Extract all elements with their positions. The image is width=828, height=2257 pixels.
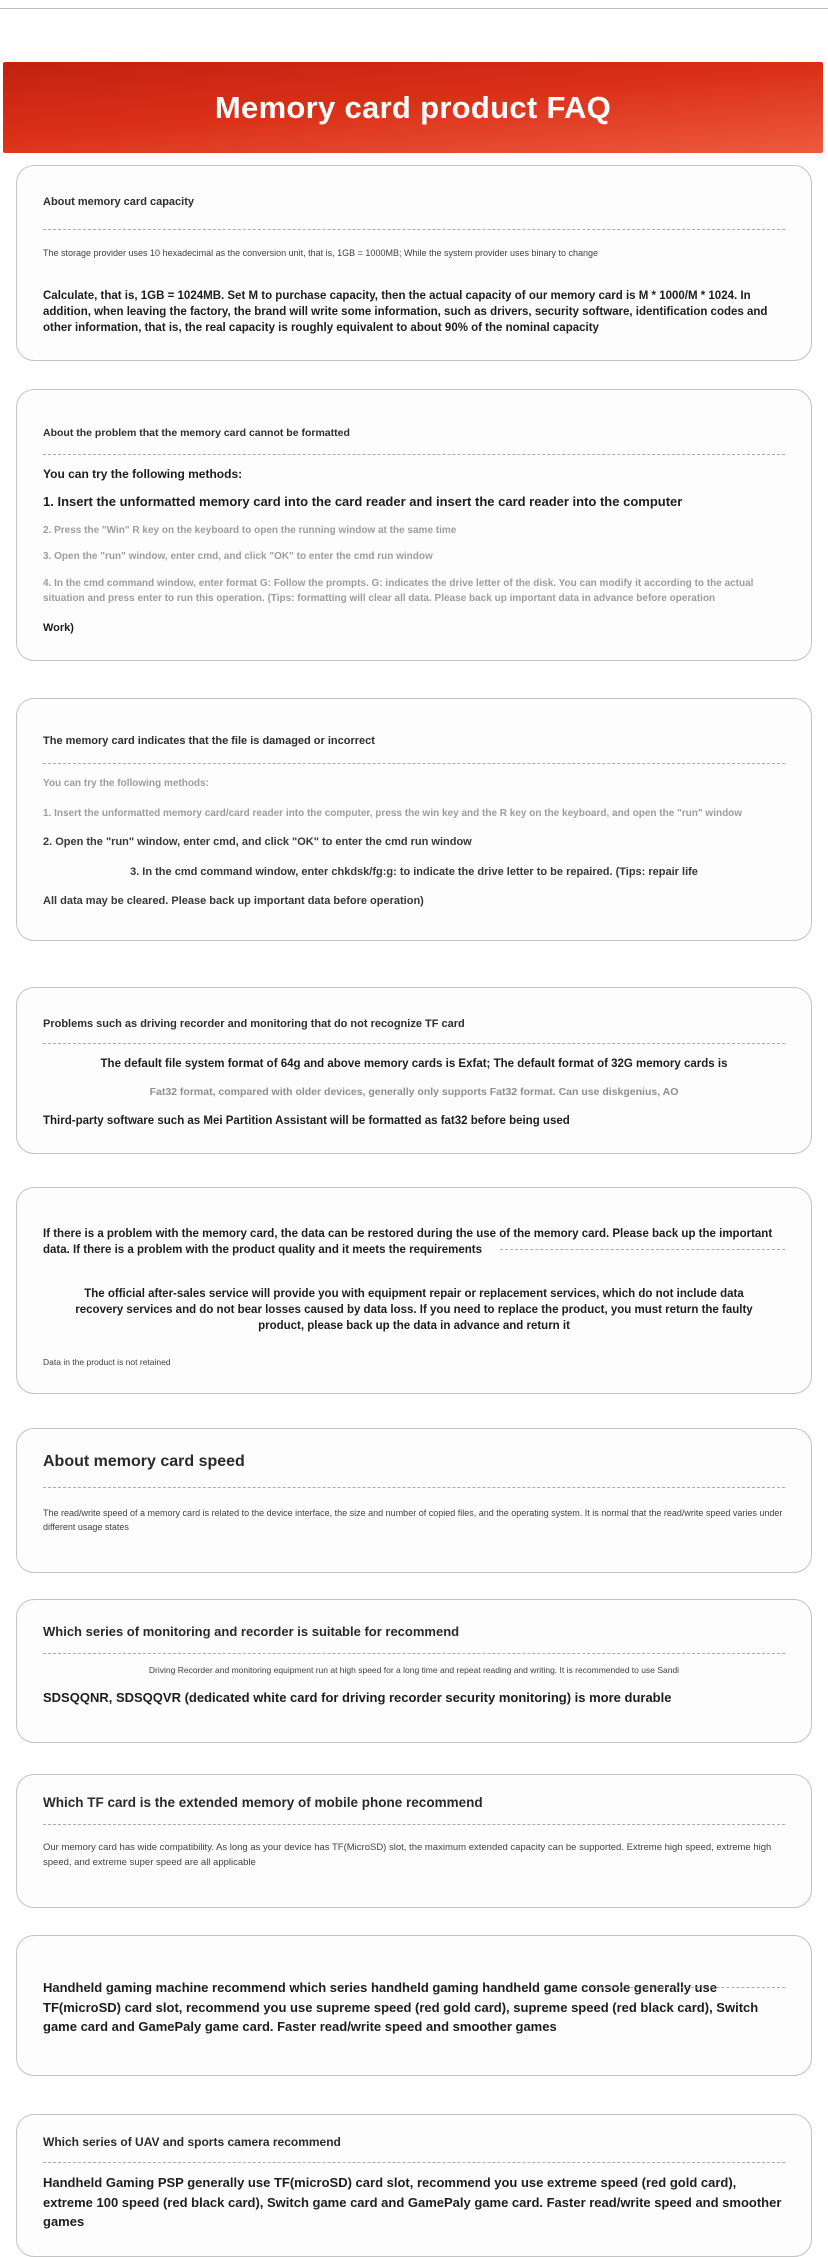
section-title: Handheld gaming machine recommend which series handheld gaming handheld game console generally use TF(microSD) card slot, recommend you use supreme speed (red gold card), supreme speed (red black card), Switch game card and GamePaly game card. Faster read/write speed and smoother games xyxy=(43,1978,785,2037)
answer-text: All data may be cleared. Please back up important data before operation) xyxy=(43,895,424,908)
answer-text: Third-party software such as Mei Partition Assistant will be formatted as fat32 before being used xyxy=(43,1114,570,1127)
faq-card-monitoring-series xyxy=(16,1599,812,1743)
faq-card-list xyxy=(0,165,828,2257)
section-title: The memory card indicates that the file is damaged or incorrect xyxy=(43,735,375,748)
top-divider xyxy=(0,8,828,9)
section-title: About memory card capacity xyxy=(43,196,194,208)
section-title: About memory card speed xyxy=(43,1453,245,1471)
dashed-divider xyxy=(43,454,785,455)
answer-text: Work) xyxy=(43,621,74,634)
faq-card-handheld-gaming xyxy=(16,1935,812,2076)
faq-card-tf-not-recognized xyxy=(16,987,812,1153)
step-3: 3. Open the "run" window, enter cmd, and click "OK" to enter the cmd run window xyxy=(43,551,433,563)
answer-text: You can try the following methods: xyxy=(43,467,243,482)
dashed-divider xyxy=(43,1043,785,1044)
faq-card-file-damaged xyxy=(16,698,812,941)
answer-note: Our memory card has wide compatibility. As long as your device has TF(MicroSD) slot, the maximum extended capacity can be supported. Extreme high speed, extreme high speed, and extreme super speed are all applicable xyxy=(43,1842,772,1869)
answer-note: Driving Recorder and monitoring equipment run at high speed for a long time and repeat reading and writing. It is recommended to use Sandi xyxy=(148,1665,680,1676)
answer-note: Fat32 format, compared with older devices, generally only supports Fat32 format. Can use diskgenius, AO xyxy=(149,1086,679,1099)
faq-card-data-restore xyxy=(16,1187,812,1395)
answer-text: SDSQQNR, SDSQQVR (dedicated white card for driving recorder security monitoring) is more durable xyxy=(43,1690,672,1706)
section-title: Which series of UAV and sports camera recommend xyxy=(43,2135,341,2150)
section-title: If there is a problem with the memory card, the data can be restored during the use of the memory card. Please back up the important data. If there is a problem with the product quality and it meets the requirements xyxy=(43,1226,785,1258)
section-title: Which series of monitoring and recorder is suitable for recommend xyxy=(43,1624,460,1640)
faq-card-uav-camera xyxy=(16,2114,812,2257)
step-3: 3. In the cmd command window, enter chkdsk/fg:g: to indicate the drive letter to be repaired. (Tips: repair life xyxy=(130,865,698,878)
step-2: 2. Press the "Win" R key on the keyboard to open the running window at the same time xyxy=(43,524,457,536)
faq-card-speed xyxy=(16,1428,812,1573)
faq-card-phone-tf xyxy=(16,1774,812,1908)
answer-note: The read/write speed of a memory card is related to the device interface, the size and number of copied files, and the operating system. It is normal that the read/write speed varies under different usage states xyxy=(43,1508,783,1533)
faq-card-capacity xyxy=(16,165,812,361)
answer-note: Data in the product is not retained xyxy=(43,1357,171,1368)
answer-text: Calculate, that is, 1GB = 1024MB. Set M to purchase capacity, then the actual capacity of our memory card is M * 1000/M * 1024. In addition, when leaving the factory, the brand will write some information, such as drivers, security software, identification codes and other information, that is, the real capacity is roughly equivalent to about 90% of the nominal capacity xyxy=(43,289,768,335)
dashed-divider xyxy=(43,1487,785,1488)
section-title: Problems such as driving recorder and monitoring that do not recognize TF card xyxy=(43,1018,465,1031)
dashed-divider xyxy=(43,763,785,764)
answer-note: You can try the following methods: xyxy=(43,778,209,790)
section-title: Which TF card is the extended memory of mobile phone recommend xyxy=(43,1795,483,1811)
dashed-divider xyxy=(43,229,785,230)
page-title: Memory card product FAQ xyxy=(214,89,612,125)
step-1: 1. Insert the unformatted memory card/card reader into the computer, press the win key and the R key on the keyboard, and open the "run" window xyxy=(43,807,743,819)
step-4: 4. In the cmd command window, enter format G: Follow the prompts. G: indicates the drive letter of the disk. You can modify it according to the actual situation and press enter to run this operation. (Tips: formatting will clear all data. Please back up important data in advance before operation xyxy=(43,577,754,605)
dashed-divider xyxy=(43,2162,785,2163)
section-title: About the problem that the memory card cannot be formatted xyxy=(43,427,350,440)
step-2: 2. Open the "run" window, enter cmd, and click "OK" to enter the cmd run window xyxy=(43,836,472,849)
dashed-divider xyxy=(43,1653,785,1654)
page-header xyxy=(3,62,823,153)
answer-text: The default file system format of 64g and above memory cards is Exfat; The default format of 32G memory cards is xyxy=(100,1058,728,1071)
answer-note: The storage provider uses 10 hexadecimal as the conversion unit, that is, 1GB = 1000MB; While the system provider uses binary to change xyxy=(43,248,599,258)
dashed-divider xyxy=(43,1824,785,1825)
step-1: 1. Insert the unformatted memory card into the card reader and insert the card reader into the computer xyxy=(43,494,683,510)
faq-card-cannot-format xyxy=(16,389,812,661)
answer-text: Handheld Gaming PSP generally use TF(microSD) card slot, recommend you use extreme speed (red gold card), extreme 100 speed (red black card), Switch game card and GamePaly game card. Faster read/write speed and smoother games xyxy=(43,2175,782,2230)
answer-text: The official after-sales service will provide you with equipment repair or replacement services, which do not include data recovery services and do not bear losses caused by data loss. If you need to replace the product, you must return the faulty product, please back up the data in advance and return it xyxy=(75,1287,753,1333)
